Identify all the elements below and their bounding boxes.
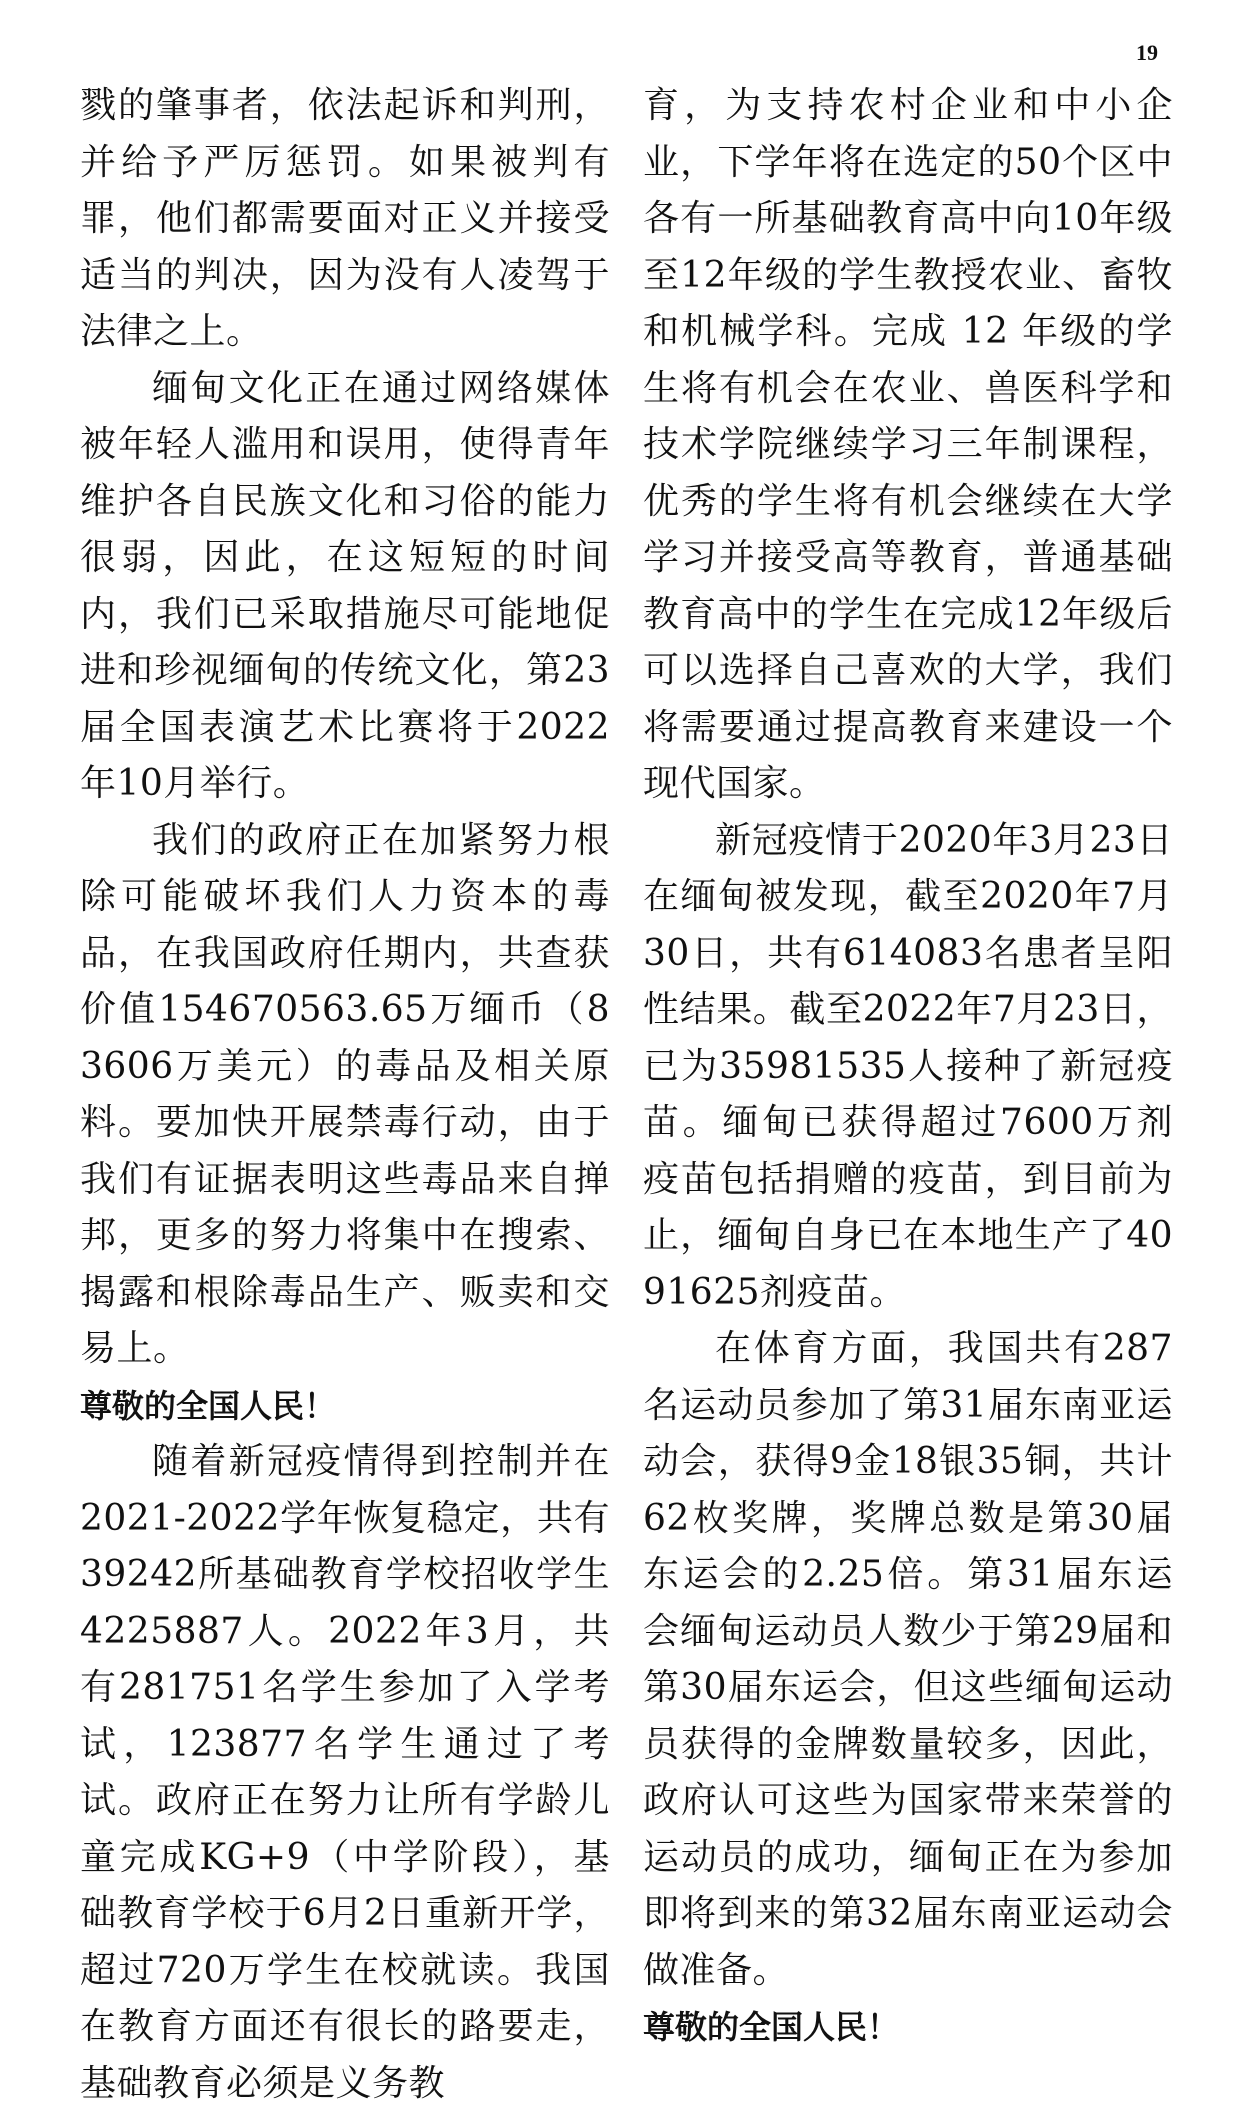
- left-column: [80, 78, 610, 2112]
- left-paragraph-3: 我们的政府正在加紧努力根除可能破坏我们人力资本的毒品，在我国政府任期内，共查获价值154670563.65万缅币（83606万美元）的毒品及相关原料。要加快开展禁毒行动，由于我们有证据表明这些毒品来自掸邦，更多的努力将集中在搜索、揭露和根除毒品生产、贩卖和交易上。: [80, 819, 610, 1369]
- left-paragraph-2: 缅甸文化正在通过网络媒体被年轻人滥用和误用，使得青年维护各自民族文化和习俗的能力很弱，因此，在这短短的时间内，我们已采取措施尽可能地促进和珍视缅甸的传统文化，第23届全国表演艺术比赛将于2022年10月举行。: [80, 367, 610, 804]
- page-number: 19: [1136, 40, 1158, 65]
- right-paragraph-2: 新冠疫情于2020年3月23日在缅甸被发现，截至2020年7月30日，共有614083名患者呈阳性结果。截至2022年7月23日，已为35981535人接种了新冠疫苗。缅甸已获得超过7600万剂疫苗包括捐赠的疫苗，到目前为止，缅甸自身已在本地生产了4091625剂疫苗。: [643, 819, 1173, 1313]
- right-column: [643, 78, 1173, 2056]
- left-paragraph-4: 随着新冠疫情得到控制并在2021-2022学年恢复稳定，共有39242所基础教育学校招收学生4225887人。2022年3月，共有281751名学生参加了入学考试，123877名学生通过了考试。政府正在努力让所有学龄儿童完成KG+9（中学阶段），基础教育学校于6月2日重新开学，超过720万学生在校就读。我国在教育方面还有很长的路要走，基础教育必须是义务教: [80, 1441, 610, 2104]
- right-paragraph-1: 育，为支持农村企业和中小企业，下学年将在选定的50个区中各有一所基础教育高中向10年级至12年级的学生教授农业、畜牧和机械学科。完成 12 年级的学生将有机会在农业、兽医科学和技术学院继续学习三年制课程，优秀的学生将有机会继续在大学学习并接受高等教育，普通基础教育高中的学生在完成12年级后可以选择自己喜欢的大学，我们将需要通过提高教育来建设一个现代国家。: [643, 85, 1173, 804]
- section-heading-left: 尊敬的全国人民！: [80, 1386, 337, 1425]
- left-paragraph-1: 戮的肇事者，依法起诉和判刑，并给予严厉惩罚。如果被判有罪，他们都需要面对正义并接受适当的判决，因为没有人凌驾于法律之上。: [80, 85, 610, 352]
- right-paragraph-3: 在体育方面，我国共有287名运动员参加了第31届东南亚运动会，获得9金18银35铜，共计62枚奖牌，奖牌总数是第30届东运会的2.25倍。第31届东运会缅甸运动员人数少于第29届和第30届东运会，但这些缅甸运动员获得的金牌数量较多，因此，政府认可这些为国家带来荣誉的运动员的成功，缅甸正在为参加即将到来的第32届东南亚运动会做准备。: [643, 1328, 1173, 1991]
- section-heading-right: 尊敬的全国人民！: [643, 2008, 900, 2046]
